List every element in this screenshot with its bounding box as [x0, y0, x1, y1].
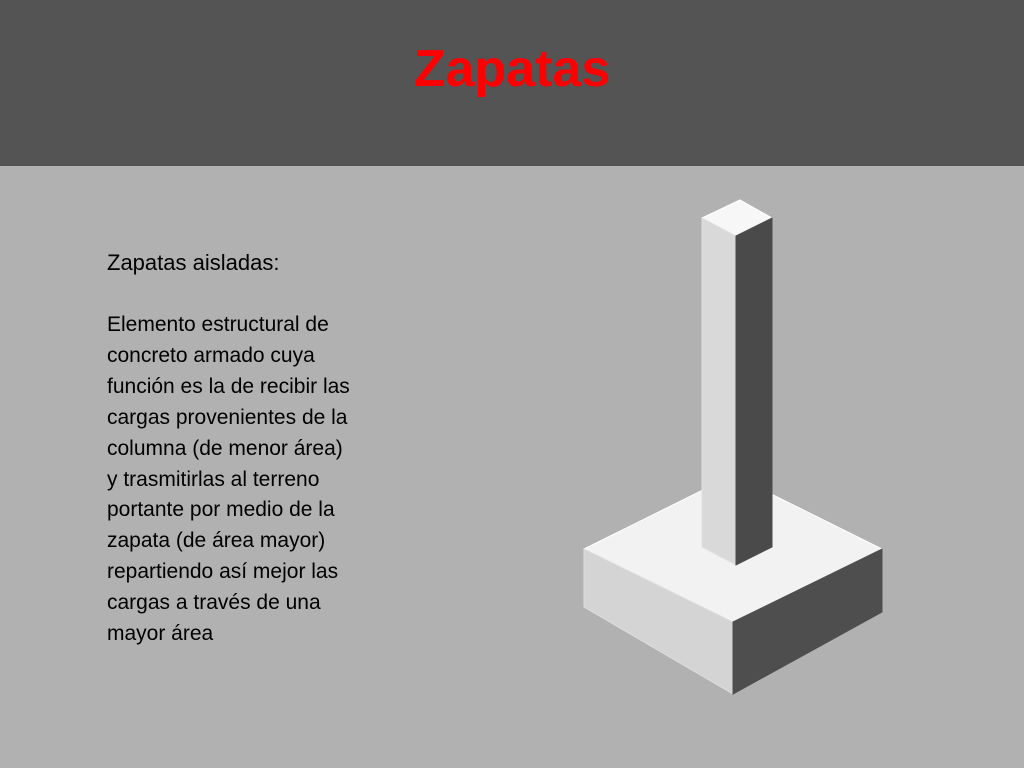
section-heading: Zapatas aisladas:: [107, 250, 280, 275]
slide-content: [107, 244, 437, 650]
slide-title: Zapatas: [413, 40, 611, 98]
column-right-face: [736, 218, 772, 565]
description-paragraph: Elemento estructural de concreto armado cuya función es la de recibir las cargas provenientes de la columna (de menor área) y trasmitirlas al terreno portante por medio de la zapata (de área mayor) repartiendo así mejor las cargas a través de una mayor área: [107, 313, 350, 646]
isolated-footing-illustration: [560, 190, 900, 710]
column-left-face: [702, 218, 736, 565]
